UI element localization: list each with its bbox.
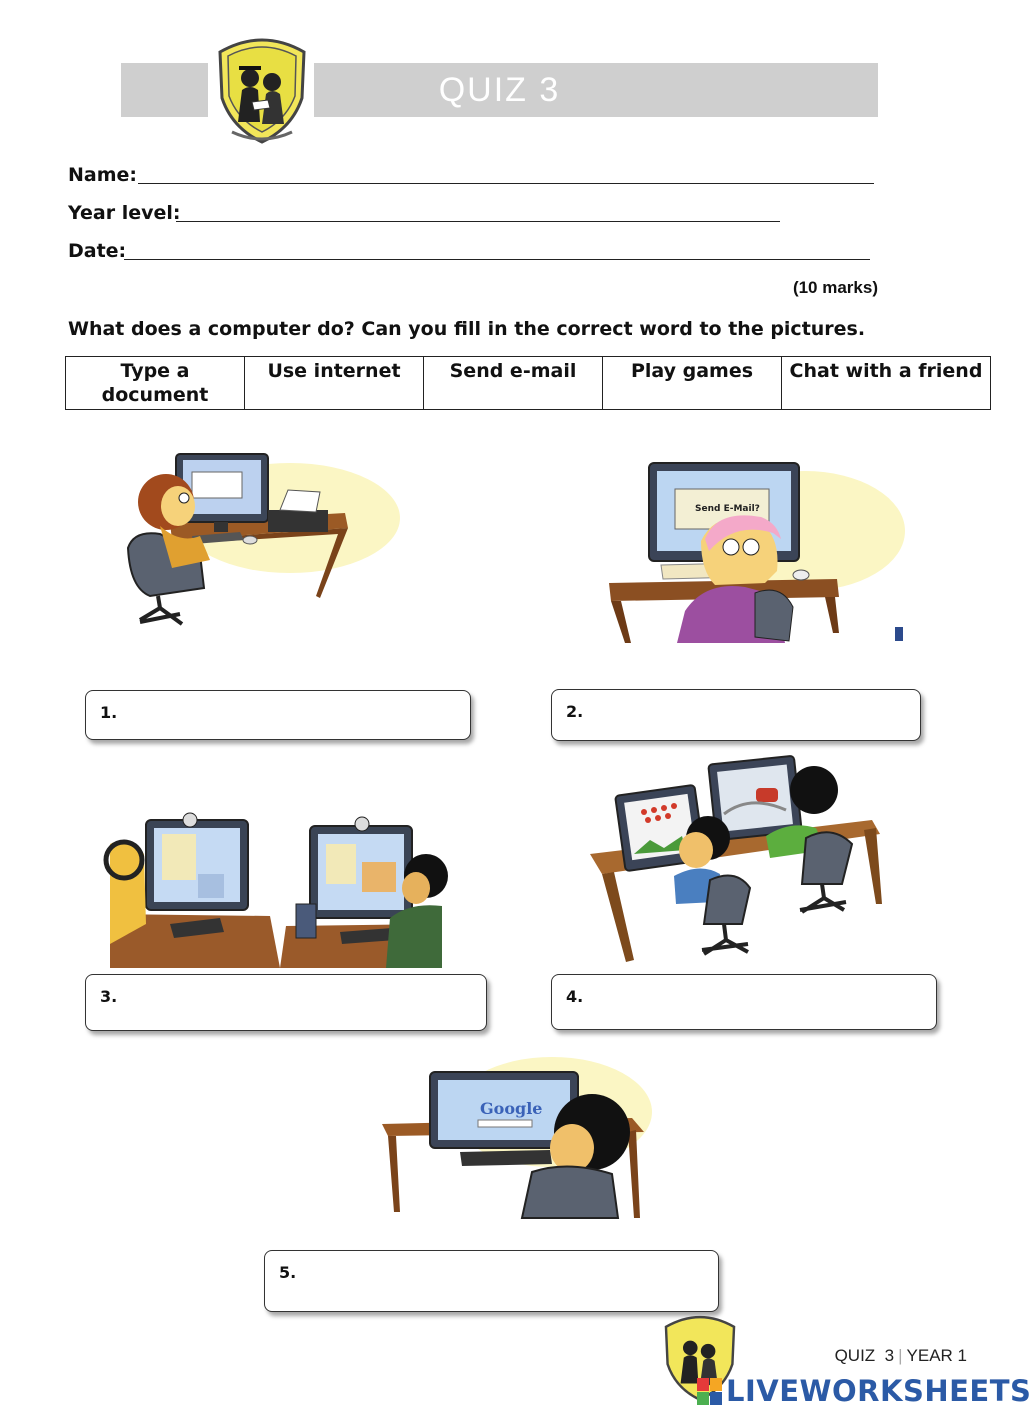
name-input-line[interactable] [138,183,874,184]
word-bank-item[interactable]: Play games [603,357,782,410]
answer-number: 4. [566,987,584,1006]
liveworksheets-logo-icon [697,1378,723,1406]
word-bank-item[interactable]: Type a document [66,357,245,410]
picture-chat-friend [110,814,442,968]
answer-number: 1. [100,703,118,722]
google-screen-text: Google [480,1099,543,1118]
footer-quiz: QUIZ 3 [834,1346,895,1365]
total-marks: (10 marks) [792,278,878,297]
name-label: Name: [68,164,138,186]
answer-box-2[interactable] [551,689,921,741]
footer-separator: | [898,1346,903,1365]
answer-number: 2. [566,702,584,721]
answer-number: 5. [279,1263,297,1282]
picture-play-games [590,754,888,964]
instruction-text: What does a computer do? Can you fill in the correct word to the pictures. [68,318,866,340]
year-level-label: Year level: [68,202,181,224]
answer-box-3[interactable] [85,974,487,1031]
picture-use-internet [382,1052,654,1218]
year-level-input-line[interactable] [176,221,780,222]
picture-send-email [605,461,905,643]
email-screen-text: Send E-Mail? [695,504,760,514]
liveworksheets-brand[interactable]: LIVEWORKSHEETS [726,1374,1031,1408]
word-bank-item[interactable]: Chat with a friend [782,357,991,410]
picture-type-document [120,448,400,634]
date-label: Date: [68,240,127,262]
word-bank-item[interactable]: Use internet [245,357,424,410]
quiz-title: QUIZ 3 [438,71,561,109]
answer-box-5[interactable] [264,1250,719,1312]
word-bank-item[interactable]: Send e-mail [424,357,603,410]
answer-number: 3. [100,987,118,1006]
answer-box-4[interactable] [551,974,937,1030]
answer-box-1[interactable] [85,690,471,740]
footer-quiz-label [835,1346,967,1366]
date-input-line[interactable] [124,259,870,260]
word-bank-table [65,356,991,410]
school-logo [212,30,312,146]
footer-year: YEAR 1 [906,1346,967,1365]
